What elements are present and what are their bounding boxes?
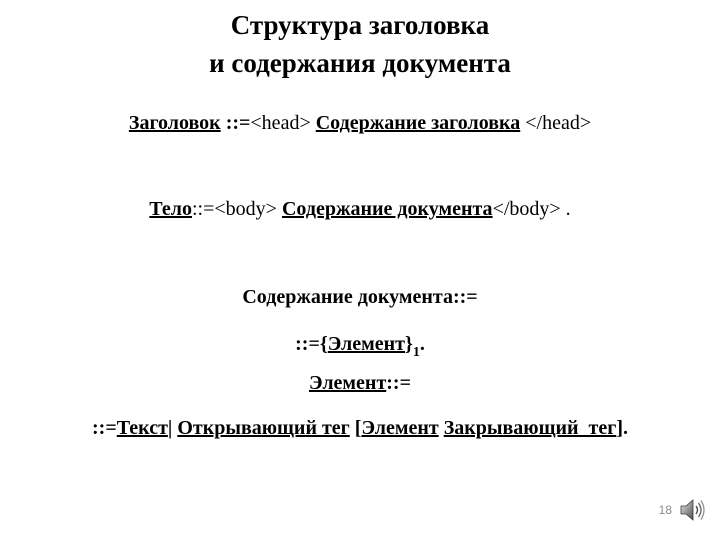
element-definition-term: Элемент: [309, 372, 387, 394]
element-bracket-close: ].: [616, 417, 628, 439]
body-close-tag: </body> .: [492, 198, 571, 220]
element-element: Элемент: [361, 417, 439, 439]
element-definition-assign: ::=: [386, 372, 411, 394]
content-brace: }: [404, 333, 413, 355]
element-close-tag: Закрывающий тег: [443, 417, 617, 439]
head-term: Заголовок: [128, 112, 221, 134]
element-rule: [0, 415, 720, 441]
body-content: Содержание документа: [281, 198, 493, 220]
element-definition: [0, 370, 720, 396]
head-assign: ::=: [220, 112, 251, 134]
head-close-tag: </head>: [520, 112, 592, 134]
element-prefix: ::=: [92, 417, 117, 439]
speaker-sound-icon[interactable]: [678, 496, 706, 524]
content-subscript: 1: [412, 345, 420, 360]
content-prefix: ::={: [295, 333, 328, 355]
content-rule: [0, 331, 720, 360]
element-bar: |: [167, 417, 178, 439]
content-suffix: .: [419, 333, 425, 355]
content-element: Элемент: [327, 333, 405, 355]
head-rule: [0, 110, 720, 136]
head-open-tag: <head>: [250, 112, 311, 134]
head-content: Содержание заголовка: [315, 112, 521, 134]
element-open-tag: Открывающий тег: [177, 417, 350, 439]
element-text: Текст: [116, 417, 168, 439]
body-term: Тело: [149, 198, 192, 220]
element-bracket-open: [: [349, 417, 362, 439]
body-rule: [0, 196, 720, 222]
slide-title-line-1: Структура заголовка: [230, 10, 490, 40]
body-assign: ::=: [191, 198, 215, 220]
content-definition: Содержание документа::=: [242, 286, 478, 308]
slide-title-line-2: и содержания документа: [209, 48, 511, 78]
body-open-tag: <body>: [214, 198, 282, 220]
page-number: 18: [658, 503, 672, 517]
